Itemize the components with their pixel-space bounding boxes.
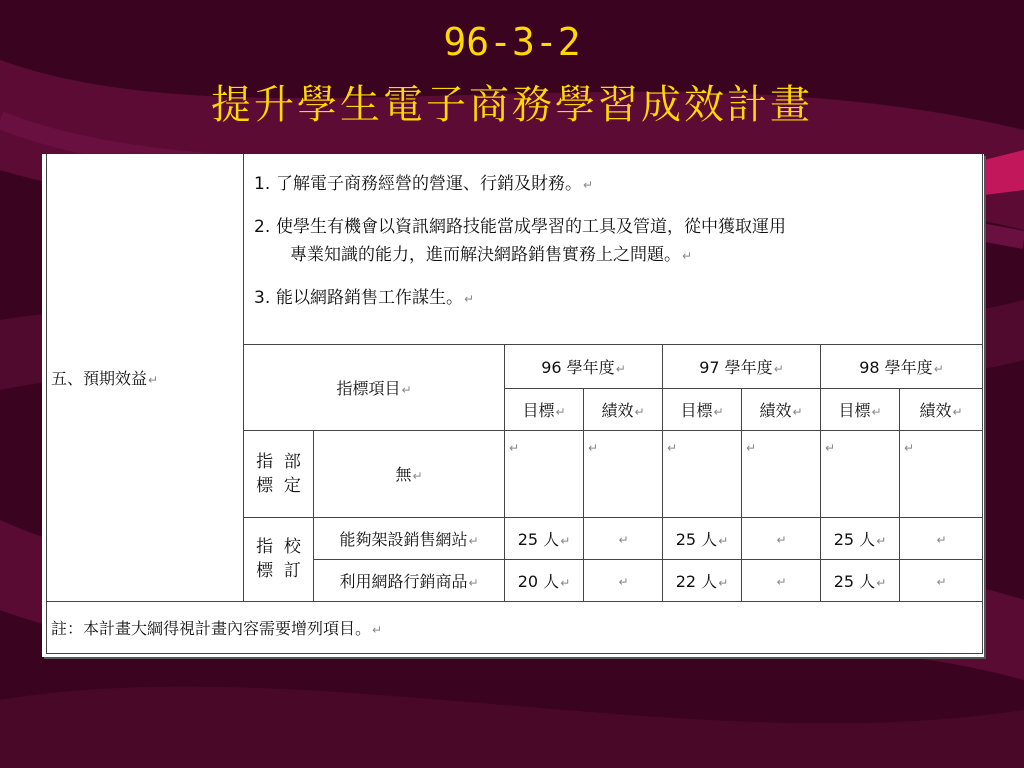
- cell-empty: ↵: [821, 431, 900, 517]
- cell-empty: ↵: [900, 431, 983, 517]
- value-cell: 25 人↵: [821, 517, 900, 559]
- cell-empty: ↵: [663, 431, 742, 517]
- value-cell: ↵: [584, 559, 663, 601]
- year-header-97: 97 學年度↵: [663, 345, 821, 389]
- goal-item-2: 2. 使學生有機會以資訊網路技能當成學習的工具及管道，從中獲取運用 專業知識的能力，進而解決網路銷售實務上之問題。↵: [254, 217, 786, 265]
- target-header-98: 目標↵: [821, 389, 900, 431]
- value-cell: 20 人↵: [505, 559, 584, 601]
- cell-empty: ↵: [505, 431, 584, 517]
- perf-header-98: 績效↵: [900, 389, 983, 431]
- slide-title-code: 96-3-2: [443, 20, 581, 64]
- perf-header-96: 績效↵: [584, 389, 663, 431]
- value-cell: 25 人↵: [821, 559, 900, 601]
- goals-cell: [244, 154, 983, 345]
- ministry-item: 無↵: [314, 431, 505, 517]
- value-cell: 25 人↵: [663, 517, 742, 559]
- footnote: 註：本計畫大綱得視計畫內容需要增列項目。↵: [47, 601, 983, 653]
- value-cell: ↵: [584, 517, 663, 559]
- value-cell: 25 人↵: [505, 517, 584, 559]
- year-header-96: 96 學年度↵: [505, 345, 663, 389]
- slide-title: 提升學生電子商務學習成效計畫: [211, 82, 813, 128]
- goal-item-1: 1. 了解電子商務經營的營運、行銷及財務。↵: [254, 174, 594, 194]
- school-item-1: 能夠架設銷售網站↵: [314, 517, 505, 559]
- target-header-97: 目標↵: [663, 389, 742, 431]
- school-indicator-label: 指 校 標 訂: [244, 517, 314, 601]
- cell-empty: ↵: [742, 431, 821, 517]
- plan-table: [46, 154, 983, 654]
- section-label: 五、預期效益: [51, 368, 148, 388]
- value-cell: ↵: [900, 559, 983, 601]
- value-cell: ↵: [742, 559, 821, 601]
- section-label-cell: 五、預期效益↵: [47, 154, 244, 601]
- indicator-header: 指標項目↵: [244, 345, 505, 431]
- school-item-2: 利用網路行銷商品↵: [314, 559, 505, 601]
- goal-item-3: 3. 能以網路銷售工作謀生。↵: [254, 288, 475, 308]
- target-header-96: 目標↵: [505, 389, 584, 431]
- value-cell: ↵: [742, 517, 821, 559]
- perf-header-97: 績效↵: [742, 389, 821, 431]
- value-cell: 22 人↵: [663, 559, 742, 601]
- ministry-indicator-label: 指 部 標 定: [244, 431, 314, 517]
- cell-empty: ↵: [584, 431, 663, 517]
- value-cell: ↵: [900, 517, 983, 559]
- document-table-image: [42, 154, 984, 657]
- year-header-98: 98 學年度↵: [821, 345, 983, 389]
